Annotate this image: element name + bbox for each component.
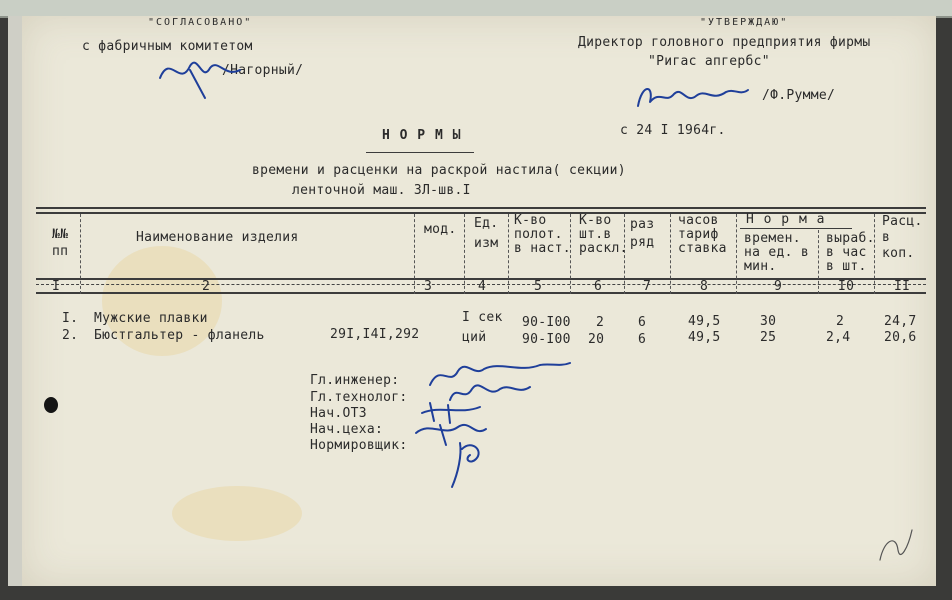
director-name: /Ф.Румме/ bbox=[762, 88, 836, 103]
column-number: I bbox=[52, 279, 61, 294]
header-unit: Ед. изм bbox=[474, 216, 499, 251]
norm-group-rule bbox=[740, 228, 852, 229]
row-model: 29I,I4I,292 bbox=[330, 327, 420, 342]
row-rank: 6 bbox=[638, 332, 647, 347]
table-top-rule bbox=[36, 207, 926, 209]
header-num: №№ пп bbox=[52, 227, 69, 259]
document-subtitle: времени и расценки на раскрой настила( секции) bbox=[252, 163, 626, 178]
row-num: I. bbox=[62, 311, 79, 326]
column-number: 5 bbox=[534, 279, 543, 294]
signature-label-chief-technologist: Гл.технолог: bbox=[310, 390, 408, 405]
header-rank: раз ряд bbox=[630, 217, 655, 250]
factory-committee-line: с фабричным комитетом bbox=[82, 39, 253, 54]
header-layers: К-во полот. в наст. bbox=[514, 213, 571, 256]
director-line: Директор головного предприятия фирмы bbox=[578, 35, 871, 50]
signature-label-head-otz: Нач.ОТЗ bbox=[310, 406, 367, 421]
row-time: 25 bbox=[760, 330, 777, 345]
unit-value-line1: I сек bbox=[462, 310, 503, 325]
col-divider bbox=[508, 214, 509, 294]
row-pieces: 20 bbox=[588, 332, 605, 347]
column-number: 4 bbox=[478, 279, 487, 294]
column-number: 3 bbox=[424, 279, 433, 294]
row-output: 2 bbox=[836, 314, 845, 329]
col-divider bbox=[414, 214, 415, 294]
approval-stamp-left: "СОГЛАСОВАНО" bbox=[148, 17, 253, 28]
column-number: I0 bbox=[838, 279, 855, 294]
column-number: II bbox=[894, 279, 911, 294]
signature-label-rate-setter: Нормировщик: bbox=[310, 438, 408, 453]
row-rank: 6 bbox=[638, 315, 647, 330]
col-divider bbox=[818, 230, 819, 294]
row-rate: 49,5 bbox=[688, 314, 721, 329]
header-rate: часов тариф ставка bbox=[678, 213, 727, 256]
director-signature bbox=[630, 76, 760, 116]
signature-label-chief-engineer: Гл.инженер: bbox=[310, 373, 400, 388]
row-price: 24,7 bbox=[884, 314, 917, 329]
row-layers: 90-I00 bbox=[522, 332, 571, 347]
row-num: 2. bbox=[62, 328, 79, 343]
header-name: Наименование изделия bbox=[136, 230, 299, 245]
punch-hole bbox=[44, 397, 58, 413]
column-number: 6 bbox=[594, 279, 603, 294]
unit-value-line2: ций bbox=[462, 330, 487, 345]
column-number: 8 bbox=[700, 279, 709, 294]
row-rate: 49,5 bbox=[688, 330, 721, 345]
column-number: 7 bbox=[643, 279, 652, 294]
row-price: 20,6 bbox=[884, 330, 917, 345]
row-pieces: 2 bbox=[596, 315, 605, 330]
col-divider bbox=[670, 214, 671, 294]
header-pieces: К-во шт.в раскл. bbox=[579, 213, 628, 256]
column-number: 9 bbox=[774, 279, 783, 294]
committee-signature bbox=[150, 48, 250, 108]
col-divider bbox=[736, 214, 737, 294]
page-number-mark bbox=[870, 520, 920, 570]
row-name: Мужские плавки bbox=[94, 311, 208, 326]
header-norm-time: времен. на ед. в мин. bbox=[744, 231, 810, 274]
company-name: "Ригас апгербс" bbox=[648, 54, 770, 69]
col-divider bbox=[80, 214, 81, 294]
row-name: Бюстгальтер - фланель bbox=[94, 328, 265, 343]
signature-label-shop-head: Нач.цеха: bbox=[310, 422, 384, 437]
row-time: 30 bbox=[760, 314, 777, 329]
document-title: Н О Р М Ы bbox=[382, 128, 462, 143]
row-layers: 90-I00 bbox=[522, 315, 571, 330]
committee-signer-name: /Нагорный/ bbox=[222, 63, 304, 78]
effective-date: с 24 I 1964г. bbox=[620, 123, 726, 138]
staff-signatures bbox=[400, 355, 590, 495]
header-norm: Н о р м а bbox=[746, 212, 826, 227]
header-norm-output: выраб. в час в шт. bbox=[826, 231, 875, 274]
header-model: мод. bbox=[424, 222, 457, 237]
machine-subtitle: ленточной маш. ЗЛ-шв.I bbox=[292, 183, 471, 198]
approval-stamp-right: "УТВЕРЖДАЮ" bbox=[700, 17, 789, 28]
paper-stain bbox=[172, 486, 302, 541]
title-underline bbox=[366, 152, 474, 153]
col-divider bbox=[464, 214, 465, 294]
column-number: 2 bbox=[202, 279, 211, 294]
row-output: 2,4 bbox=[826, 330, 851, 345]
header-price: Расц. в коп. bbox=[882, 214, 923, 261]
